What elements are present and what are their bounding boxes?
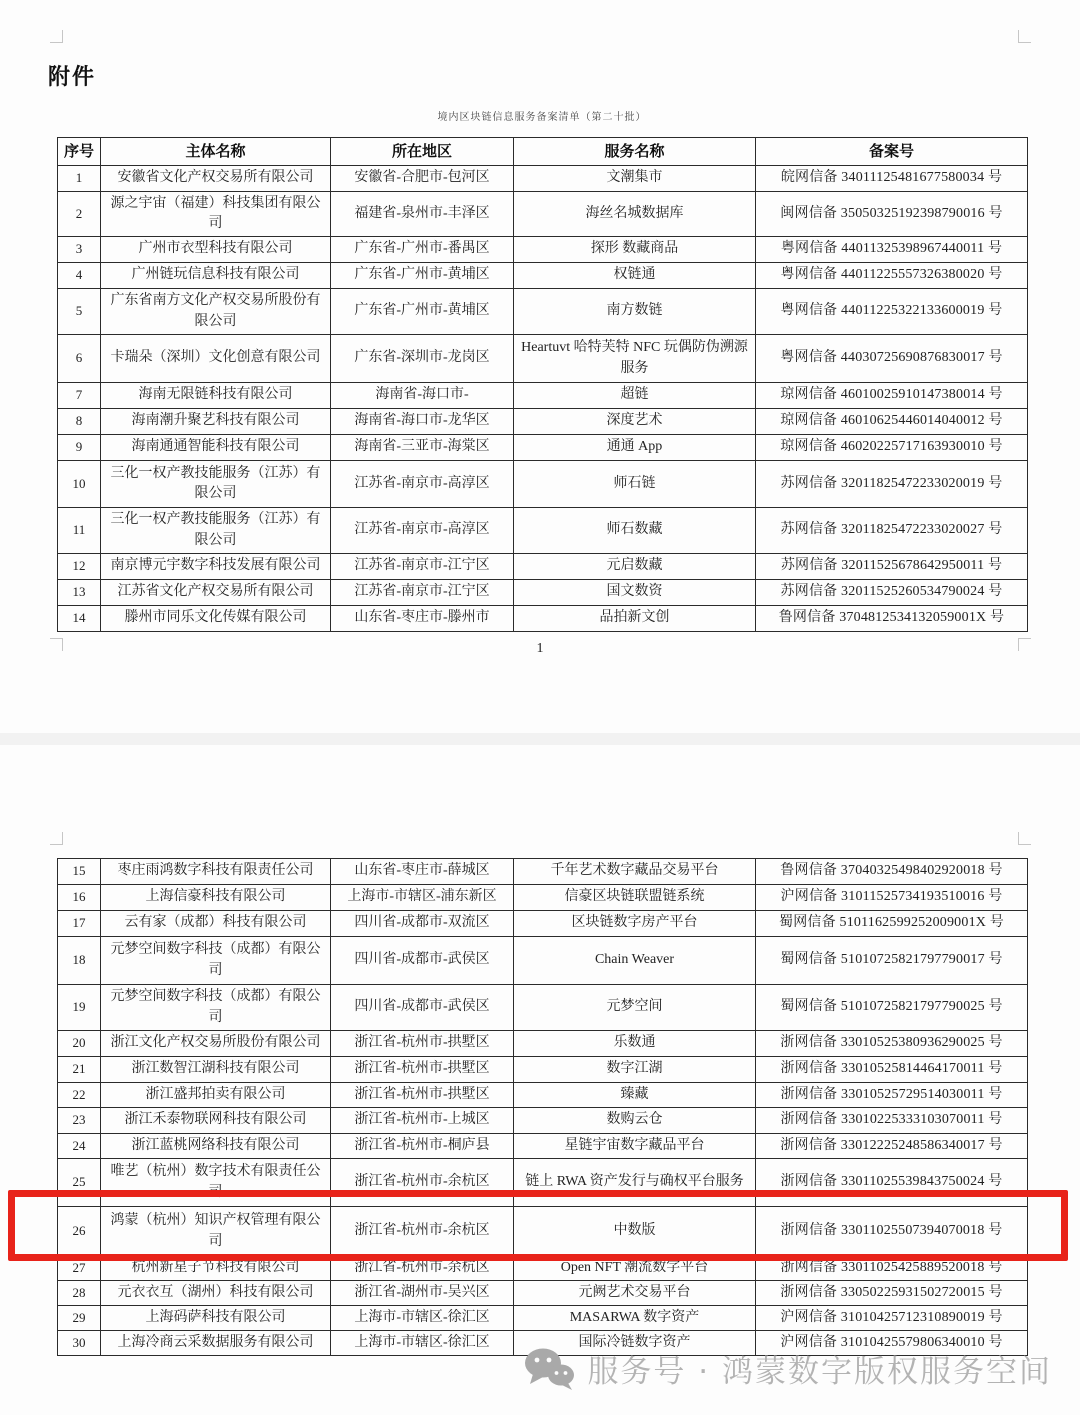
page1-table-body [58, 166, 1028, 632]
cell-no: 26 [58, 1207, 101, 1257]
cell-no: 22 [58, 1083, 101, 1108]
cell-service: 海丝名城数据库 [514, 192, 756, 237]
filing-table-page2 [57, 858, 1028, 1356]
cell-no: 21 [58, 1057, 101, 1083]
cell-company: 广州市衣型科技有限公司 [101, 237, 331, 263]
table-row [58, 1159, 1028, 1207]
cell-company: 元衣衣互（湖州）科技有限公司 [101, 1281, 331, 1306]
page-gap-divider [0, 733, 1080, 745]
cell-company: 上海码萨科技有限公司 [101, 1306, 331, 1331]
cell-region: 四川省-成都市-武侯区 [331, 937, 514, 985]
cell-no: 18 [58, 937, 101, 985]
cell-company: 海南潮升聚艺科技有限公司 [101, 409, 331, 435]
cell-company: 滕州市同乐文化传媒有限公司 [101, 606, 331, 632]
cell-service: 数字江湖 [514, 1057, 756, 1083]
cell-no: 8 [58, 409, 101, 435]
cell-service: 超链 [514, 383, 756, 409]
cell-company: 鸿蒙（杭州）知识产权管理有限公司 [101, 1207, 331, 1257]
cell-filing: 琼网信备 46010025910147380014 号 [756, 383, 1028, 409]
watermark-text: 服务号 · 鸿蒙数字版权服务空间 [587, 1354, 1052, 1390]
cell-company: 三化一权产教技能服务（江苏）有限公司 [101, 461, 331, 508]
cell-no: 13 [58, 580, 101, 606]
cell-filing: 鲁网信备 3704812534132059001X 号 [756, 606, 1028, 632]
cell-company: 上海冷商云采数据服务有限公司 [101, 1331, 331, 1356]
cell-service: 师石链 [514, 461, 756, 508]
table-row [58, 237, 1028, 263]
filing-table-page1 [57, 137, 1028, 632]
table-row [58, 192, 1028, 237]
cell-service: 星链宇宙数字藏品平台 [514, 1134, 756, 1159]
cell-service: 文潮集市 [514, 166, 756, 192]
cell-service: Open NFT 潮流数字平台 [514, 1257, 756, 1281]
cell-region: 海南省-三亚市-海棠区 [331, 435, 514, 461]
cell-service: 南方数链 [514, 289, 756, 335]
cell-service: 深度艺术 [514, 409, 756, 435]
table-row [58, 985, 1028, 1031]
cell-company: 江苏省文化产权交易所有限公司 [101, 580, 331, 606]
cell-region: 浙江省-杭州市-余杭区 [331, 1207, 514, 1257]
cell-company: 云有家（成都）科技有限公司 [101, 911, 331, 937]
cell-no: 27 [58, 1257, 101, 1281]
cell-filing: 浙网信备 33050225931502720015 号 [756, 1281, 1028, 1306]
cell-company: 上海信豪科技有限公司 [101, 885, 331, 911]
cell-filing: 琼网信备 46020225717163930010 号 [756, 435, 1028, 461]
cell-region: 浙江省-杭州市-桐庐县 [331, 1134, 514, 1159]
cell-company: 海南通通智能科技有限公司 [101, 435, 331, 461]
cell-filing: 苏网信备 32011525260534790024 号 [756, 580, 1028, 606]
cell-region: 四川省-成都市-武侯区 [331, 985, 514, 1031]
header-region: 所在地区 [331, 138, 514, 166]
cell-service: 千年艺术数字藏品交易平台 [514, 859, 756, 885]
table-row [58, 554, 1028, 580]
cell-service: Heartuvt 哈特芙特 NFC 玩偶防伪溯源服务 [514, 335, 756, 383]
cell-filing: 琼网信备 46010625446014040012 号 [756, 409, 1028, 435]
cell-region: 浙江省-杭州市-余杭区 [331, 1257, 514, 1281]
cell-filing: 闽网信备 35050325192398790016 号 [756, 192, 1028, 237]
cell-service: 师石数藏 [514, 508, 756, 554]
watermark [523, 1346, 1052, 1391]
cell-filing: 鲁网信备 37040325498402920018 号 [756, 859, 1028, 885]
cell-region: 海南省-海口市- [331, 383, 514, 409]
cell-filing: 浙网信备 33011025507394070018 号 [756, 1207, 1028, 1257]
table-row [58, 1281, 1028, 1306]
cell-company: 卡瑞朵（深圳）文化创意有限公司 [101, 335, 331, 383]
cell-region: 广东省-广州市-黄埔区 [331, 289, 514, 335]
cell-service: 探形 数藏商品 [514, 237, 756, 263]
cell-service: 信豪区块链联盟链系统 [514, 885, 756, 911]
cell-no: 20 [58, 1031, 101, 1057]
header-company: 主体名称 [101, 138, 331, 166]
cell-no: 11 [58, 508, 101, 554]
cell-region: 浙江省-杭州市-上城区 [331, 1108, 514, 1134]
cell-filing: 浙网信备 33010525814464170011 号 [756, 1057, 1028, 1083]
cell-region: 江苏省-南京市-江宁区 [331, 580, 514, 606]
table-row [58, 1257, 1028, 1281]
table-row [58, 580, 1028, 606]
table-header-row [58, 138, 1028, 166]
cell-region: 浙江省-湖州市-吴兴区 [331, 1281, 514, 1306]
cell-filing: 浙网信备 33010525729514030011 号 [756, 1083, 1028, 1108]
page2-corner-top-left [50, 832, 63, 845]
cell-company: 广东省南方文化产权交易所股份有限公司 [101, 289, 331, 335]
cell-region: 山东省-枣庄市-薛城区 [331, 859, 514, 885]
cell-filing: 沪网信备 31010425579806340010 号 [756, 1331, 1028, 1356]
wechat-icon [523, 1347, 575, 1391]
cell-no: 10 [58, 461, 101, 508]
table-row [58, 166, 1028, 192]
cell-company: 杭州新星子节科技有限公司 [101, 1257, 331, 1281]
cell-no: 1 [58, 166, 101, 192]
cell-filing: 浙网信备 33012225248586340017 号 [756, 1134, 1028, 1159]
cell-company: 浙江禾泰物联网科技有限公司 [101, 1108, 331, 1134]
header-service: 服务名称 [514, 138, 756, 166]
cell-company: 三化一权产教技能服务（江苏）有限公司 [101, 508, 331, 554]
cell-filing: 蜀网信备 51010725821797790025 号 [756, 985, 1028, 1031]
table-row [58, 1108, 1028, 1134]
cell-company: 浙江数智江湖科技有限公司 [101, 1057, 331, 1083]
cell-service: 链上 RWA 资产发行与确权平台服务 [514, 1159, 756, 1207]
cell-company: 海南无限链科技有限公司 [101, 383, 331, 409]
cell-region: 浙江省-杭州市-拱墅区 [331, 1083, 514, 1108]
cell-filing: 沪网信备 31010425712310890019 号 [756, 1306, 1028, 1331]
cell-company: 浙江蓝桃网络科技有限公司 [101, 1134, 331, 1159]
cell-region: 广东省-广州市-黄埔区 [331, 263, 514, 289]
cell-region: 山东省-枣庄市-滕州市 [331, 606, 514, 632]
cell-filing: 粤网信备 44011225322133600019 号 [756, 289, 1028, 335]
cell-service: 臻藏 [514, 1083, 756, 1108]
cell-filing: 浙网信备 33010225333103070011 号 [756, 1108, 1028, 1134]
cell-service: 通通 App [514, 435, 756, 461]
cell-region: 广东省-深圳市-龙岗区 [331, 335, 514, 383]
cell-no: 16 [58, 885, 101, 911]
page2-corner-top-right [1018, 832, 1031, 845]
page1-corner-top-left [50, 30, 63, 43]
table-row [58, 1306, 1028, 1331]
cell-region: 广东省-广州市-番禺区 [331, 237, 514, 263]
cell-filing: 浙网信备 33010525380936290025 号 [756, 1031, 1028, 1057]
cell-region: 江苏省-南京市-高淳区 [331, 508, 514, 554]
cell-service: 数购云仓 [514, 1108, 756, 1134]
cell-region: 浙江省-杭州市-拱墅区 [331, 1031, 514, 1057]
table-row [58, 409, 1028, 435]
table-row [58, 1134, 1028, 1159]
cell-service: 品拍新文创 [514, 606, 756, 632]
header-filing: 备案号 [756, 138, 1028, 166]
cell-filing: 粤网信备 44030725690876830017 号 [756, 335, 1028, 383]
cell-service: MASARWA 数字资产 [514, 1306, 756, 1331]
cell-service: 元梦空间 [514, 985, 756, 1031]
cell-no: 3 [58, 237, 101, 263]
table-row [58, 606, 1028, 632]
table-row [58, 1057, 1028, 1083]
table-row [58, 289, 1028, 335]
table-row [58, 435, 1028, 461]
cell-region: 安徽省-合肥市-包河区 [331, 166, 514, 192]
cell-no: 12 [58, 554, 101, 580]
cell-filing: 浙网信备 33011025425889520018 号 [756, 1257, 1028, 1281]
cell-region: 浙江省-杭州市-拱墅区 [331, 1057, 514, 1083]
page2-table-body [58, 859, 1028, 1356]
cell-no: 28 [58, 1281, 101, 1306]
table-row [58, 911, 1028, 937]
cell-company: 元梦空间数字科技（成都）有限公司 [101, 985, 331, 1031]
table-row [58, 1083, 1028, 1108]
cell-no: 23 [58, 1108, 101, 1134]
cell-service: 中数版 [514, 1207, 756, 1257]
table-row [58, 859, 1028, 885]
cell-filing: 浙网信备 33011025539843750024 号 [756, 1159, 1028, 1207]
cell-region: 四川省-成都市-双流区 [331, 911, 514, 937]
cell-region: 福建省-泉州市-丰泽区 [331, 192, 514, 237]
cell-no: 4 [58, 263, 101, 289]
cell-company: 广州链玩信息科技有限公司 [101, 263, 331, 289]
cell-service: Chain Weaver [514, 937, 756, 985]
cell-no: 9 [58, 435, 101, 461]
cell-no: 2 [58, 192, 101, 237]
table-row [58, 335, 1028, 383]
table-row [58, 263, 1028, 289]
cell-no: 24 [58, 1134, 101, 1159]
cell-service: 元启数藏 [514, 554, 756, 580]
document-title: 境内区块链信息服务备案清单（第二十批） [437, 112, 647, 123]
cell-company: 源之宇宙（福建）科技集团有限公司 [101, 192, 331, 237]
table-row [58, 885, 1028, 911]
cell-no: 5 [58, 289, 101, 335]
cell-no: 17 [58, 911, 101, 937]
page-number: 1 [536, 641, 544, 656]
table-row [58, 383, 1028, 409]
cell-region: 浙江省-杭州市-余杭区 [331, 1159, 514, 1207]
cell-filing: 粤网信备 44011225557326380020 号 [756, 263, 1028, 289]
cell-filing: 粤网信备 44011325398967440011 号 [756, 237, 1028, 263]
cell-service: 区块链数字房产平台 [514, 911, 756, 937]
cell-no: 15 [58, 859, 101, 885]
cell-company: 枣庄雨鸿数字科技有限责任公司 [101, 859, 331, 885]
table-row [58, 937, 1028, 985]
cell-company: 浙江文化产权交易所股份有限公司 [101, 1031, 331, 1057]
cell-region: 上海市-市辖区-浦东新区 [331, 885, 514, 911]
cell-filing: 苏网信备 32011825472233020027 号 [756, 508, 1028, 554]
cell-filing: 蜀网信备 5101162599252009001X 号 [756, 911, 1028, 937]
table-row [58, 1207, 1028, 1257]
cell-service: 国文数资 [514, 580, 756, 606]
cell-no: 25 [58, 1159, 101, 1207]
header-seq: 序号 [58, 138, 101, 166]
cell-filing: 苏网信备 32011825472233020019 号 [756, 461, 1028, 508]
cell-company: 安徽省文化产权交易所有限公司 [101, 166, 331, 192]
cell-filing: 苏网信备 32011525678642950011 号 [756, 554, 1028, 580]
cell-no: 30 [58, 1331, 101, 1356]
table-row [58, 508, 1028, 554]
page1-corner-top-right [1018, 30, 1031, 43]
cell-region: 上海市-市辖区-徐汇区 [331, 1331, 514, 1356]
cell-region: 海南省-海口市-龙华区 [331, 409, 514, 435]
cell-no: 6 [58, 335, 101, 383]
table-row [58, 1031, 1028, 1057]
cell-service: 元阙艺术交易平台 [514, 1281, 756, 1306]
cell-no: 14 [58, 606, 101, 632]
cell-no: 29 [58, 1306, 101, 1331]
cell-service: 权链通 [514, 263, 756, 289]
cell-filing: 皖网信备 34011125481677580034 号 [756, 166, 1028, 192]
cell-company: 浙江盛邦拍卖有限公司 [101, 1083, 331, 1108]
cell-company: 元梦空间数字科技（成都）有限公司 [101, 937, 331, 985]
cell-company: 唯艺（杭州）数字技术有限责任公司 [101, 1159, 331, 1207]
cell-service: 国际冷链数字资产 [514, 1331, 756, 1356]
table-row [58, 461, 1028, 508]
cell-no: 7 [58, 383, 101, 409]
cell-region: 上海市-市辖区-徐汇区 [331, 1306, 514, 1331]
cell-filing: 沪网信备 31011525734193510016 号 [756, 885, 1028, 911]
attachment-label: 附件 [48, 65, 97, 90]
cell-company: 南京博元宇数字科技发展有限公司 [101, 554, 331, 580]
cell-service: 乐数通 [514, 1031, 756, 1057]
cell-region: 江苏省-南京市-江宁区 [331, 554, 514, 580]
cell-filing: 蜀网信备 51010725821797790017 号 [756, 937, 1028, 985]
cell-region: 江苏省-南京市-高淳区 [331, 461, 514, 508]
cell-no: 19 [58, 985, 101, 1031]
